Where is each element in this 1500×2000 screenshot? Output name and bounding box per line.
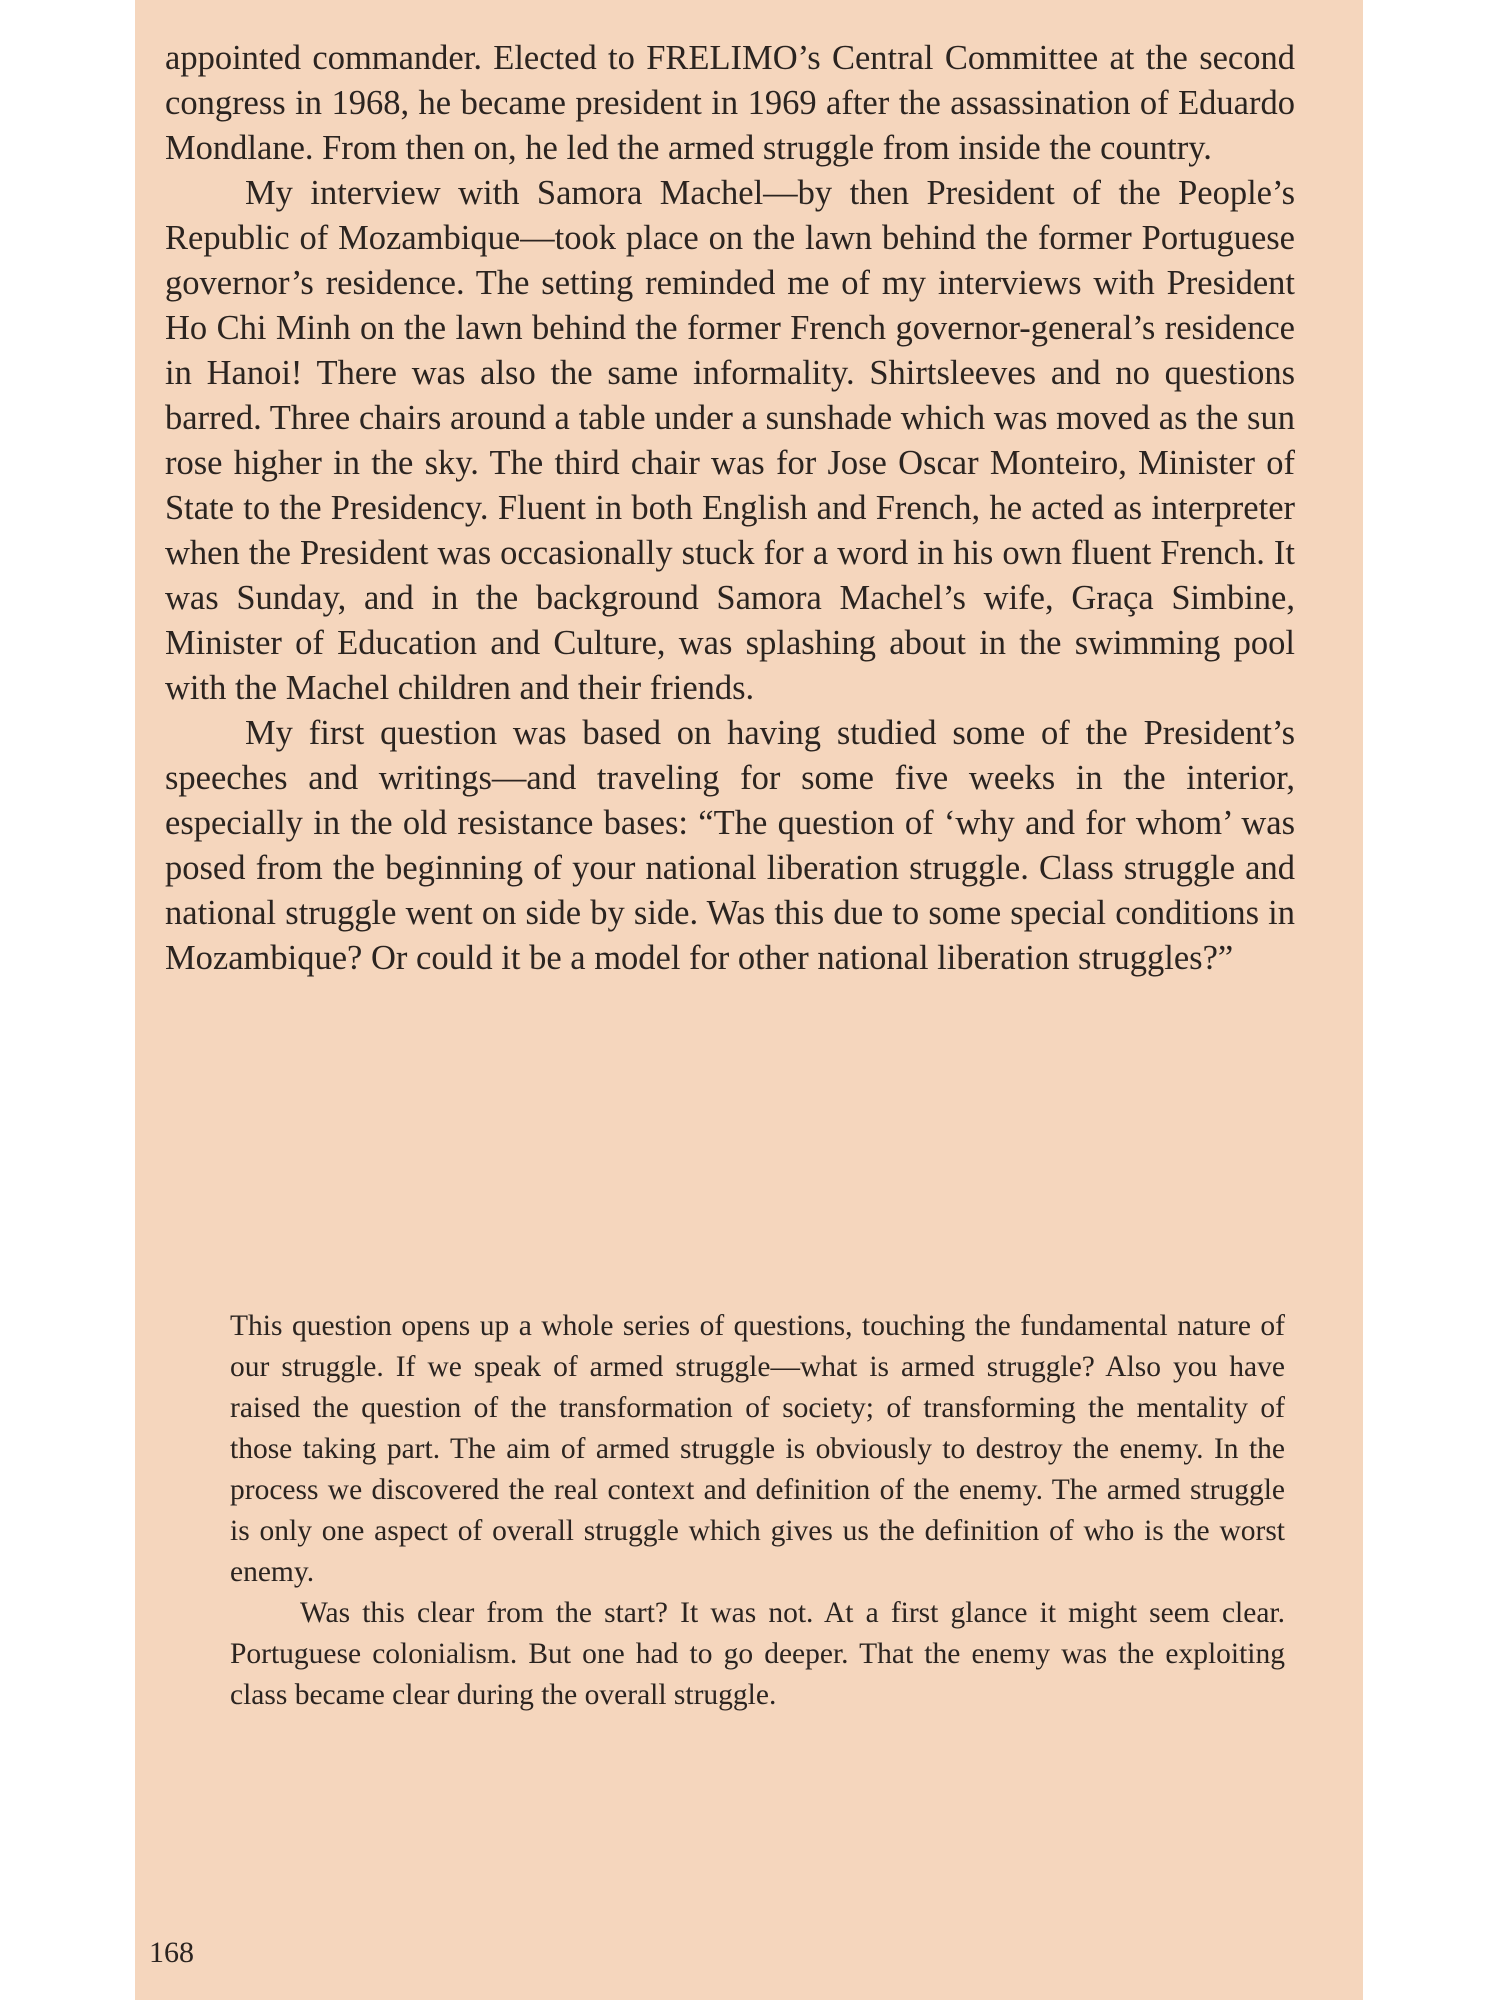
main-text-block <box>165 36 1295 981</box>
quote-paragraph-1: This question opens up a whole series of questions, touching the fundamental nature of our struggle. If we speak of armed struggle—what is armed struggle? Also you have raised the question of the transformation of society; of transforming the mentality of those taking part. The aim of armed struggle is obviously to destroy the enemy. In the process we discovered the real context and definition of the enemy. The armed struggle is only one aspect of overall struggle which gives us the definition of who is the worst enemy. <box>230 1310 1285 1588</box>
paragraph-first-question: My first question was based on having studied some of the President’s speeches and writings—and traveling for some five weeks in the interior, especially in the old resistance bases: “The question of ‘why and for whom’ was posed from the beginning of your national liberation struggle. Class struggle and national struggle went on side by side. Was this due to some special conditions in Mozambique? Or could it be a model for other national liberation struggles?” <box>165 714 1295 977</box>
block-quote-answer <box>230 1306 1285 1716</box>
paragraph-intro: appointed commander. Elected to FRELIMO’s Central Committee at the second congress in 1968, he became president in 1969 after the assassination of Eduardo Mondlane. From then on, he led the armed struggle from inside the country. <box>165 39 1295 167</box>
quote-paragraph-2: Was this clear from the start? It was not. At a first glance it might seem clear. Portuguese colonialism. But one had to go deeper. That the enemy was the exploiting class became clear during the overall struggle. <box>230 1597 1285 1711</box>
book-page <box>135 0 1363 2000</box>
paragraph-interview-setting: My interview with Samora Machel—by then President of the People’s Republic of Mozambique—took place on the lawn behind the former Portuguese governor’s residence. The setting reminded me of my interviews with President Ho Chi Minh on the lawn behind the former French governor-general’s residence in Hanoi! There was also the same informality. Shirtsleeves and no questions barred. Three chairs around a table under a sunshade which was moved as the sun rose higher in the sky. The third chair was for Jose Oscar Monteiro, Minister of State to the Presidency. Fluent in both English and French, he acted as interpreter when the President was occasionally stuck for a word in his own fluent French. It was Sunday, and in the background Samora Machel’s wife, Graça Simbine, Minister of Education and Culture, was splashing about in the swimming pool with the Machel children and their friends. <box>165 174 1295 707</box>
page-number: 168 <box>149 1936 194 1969</box>
